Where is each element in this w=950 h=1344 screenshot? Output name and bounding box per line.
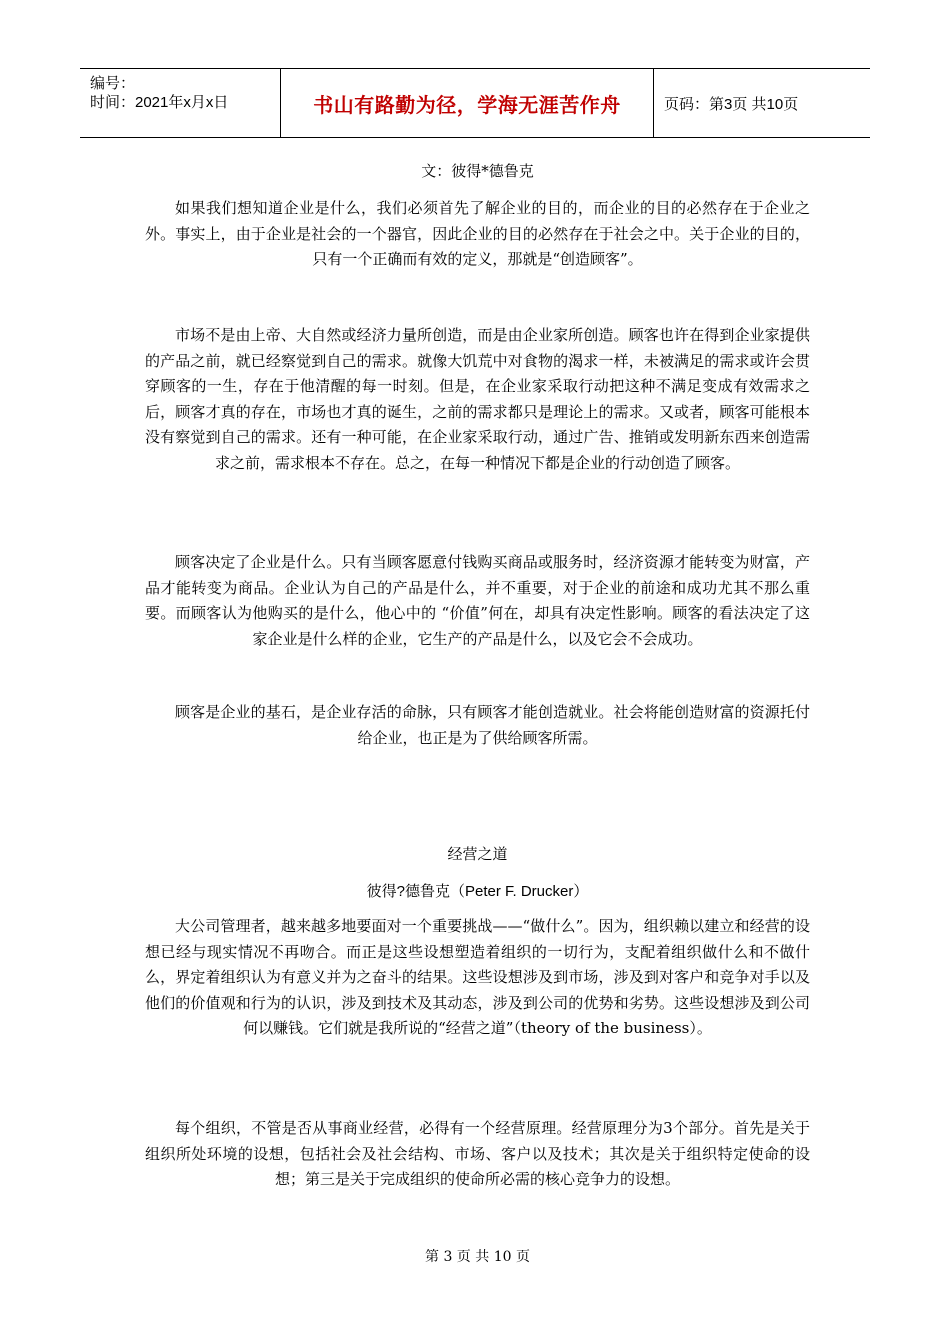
paragraph-text: 顾客决定了企业是什么。只有当顾客愿意付钱购买商品或服务时，经济资源才能转变为财富，产品才能转变为商品。企业认为自己的产品是什么，并不重要，对于企业的前途和成功尤其不那么重要。而顾客认为他购买的是什么，他心中的 “价值”何在，却具有决定性影响。顾客的看法决定了这家企业是什么样的企业，它生产的产品是什么，以及它会不会成功。 <box>145 553 810 648</box>
paragraph-text: 市场不是由上帝、大自然或经济力量所创造，而是由企业家所创造。顾客也许在得到企业家提供的产品之前，就已经察觉到自己的需求。就像大饥荒中对食物的渴求一样，未被满足的需求或许会贯穿顾客的一生，存在于他清醒的每一时刻。但是，在企业家采取行动把这种不满足变成有效需求之后，顾客才真的存在，市场也才真的诞生，之前的需求都只是理论上的需求。又或者，顾客可能根本没有察觉到自己的需求。还有一种可能，在企业家采取行动，通过广告、推销或发明新东西来创造需求之前，需求根本不存在。总之，在每一种情况下都是企业的行动创造了顾客。 <box>145 326 810 472</box>
article2-author: 彼得?德鲁克（Peter F. Drucker） <box>366 883 589 900</box>
article1-paragraph-1 <box>145 196 810 273</box>
article1-paragraph-4 <box>145 700 810 751</box>
article1-paragraph-3 <box>145 550 810 652</box>
paragraph-text: 大公司管理者，越来越多地要面对一个重要挑战——“做什么”。因为，组织赖以建立和经营的设想已经与现实情况不再吻合。而正是这些设想塑造着组织的一切行为，支配着组织做什么和不做什么，界定着组织认为有意义并为之奋斗的结果。这些设想涉及到市场，涉及到对客户和竞争对手以及他们的价值观和行为的认识，涉及到技术及其动态，涉及到公司的优势和劣势。这些设想涉及到公司何以赚钱。它们就是我所说的“经营之道”（theory of the business）。 <box>145 917 810 1037</box>
article1-byline: 文：彼得*德鲁克 <box>421 162 534 180</box>
header-motto-cell <box>280 69 654 137</box>
paragraph-text: 顾客是企业的基石，是企业存活的命脉，只有顾客才能创造就业。社会将能创造财富的资源托付给企业，也正是为了供给顾客所需。 <box>175 703 810 747</box>
time-label: 时间：2021年x月x日 <box>90 94 229 111</box>
paragraph-text: 如果我们想知道企业是什么，我们必须首先了解企业的目的，而企业的目的必然存在于企业之外。事实上，由于企业是社会的一个器官，因此企业的目的必然存在于社会之中。关于企业的目的，只有一个正确而有效的定义，那就是“创造顾客”。 <box>145 199 810 268</box>
paragraph-text: 每个组织，不管是否从事商业经营，必得有一个经营原理。经营原理分为3个部分。首先是关于组织所处环境的设想，包括社会及社会结构、市场、客户以及技术；其次是关于组织特定使命的设想；第三是关于完成组织的使命所必需的核心竞争力的设想。 <box>145 1119 810 1188</box>
page-footer: 第 3 页 共 10 页 <box>425 1249 530 1265</box>
motto-text: 书山有路勤为径，学海无涯苦作舟 <box>313 92 621 117</box>
page-info: 页码：第3页 共10页 <box>664 95 799 113</box>
article1-paragraph-2 <box>145 323 810 476</box>
article2-title: 经营之道 <box>447 845 508 863</box>
article2-paragraph-1 <box>145 914 810 1042</box>
article2-paragraph-2 <box>145 1116 810 1193</box>
header-page-cell <box>654 69 870 137</box>
header-left-cell <box>80 69 280 137</box>
document-header <box>80 68 870 138</box>
number-label: 编号： <box>90 75 136 92</box>
